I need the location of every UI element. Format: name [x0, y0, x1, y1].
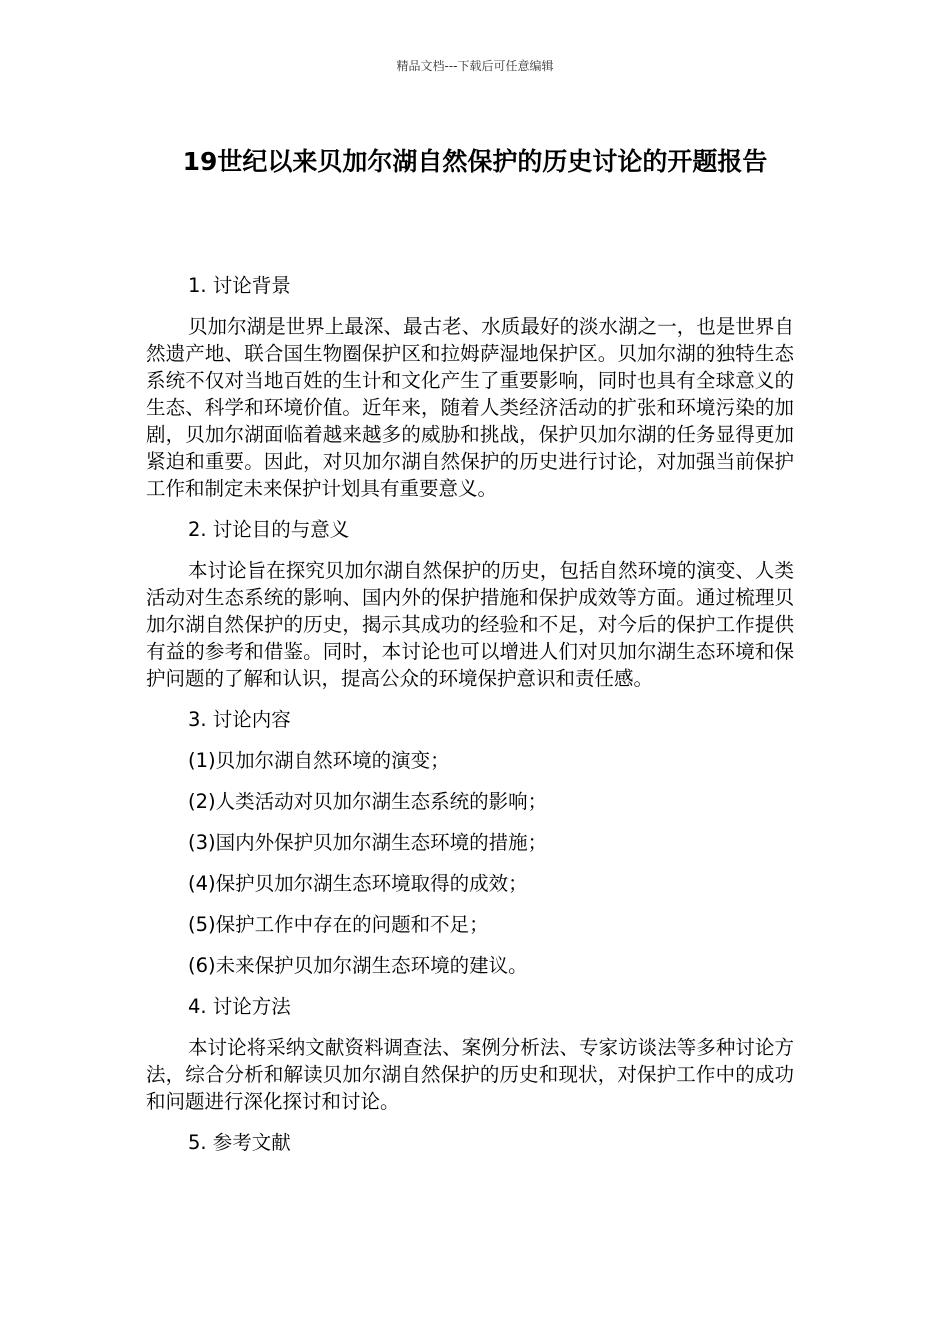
- paragraph-purpose: 本讨论旨在探究贝加尔湖自然保护的历史，包括自然环境的演变、人类活动对生态系统的影响、国内外的保护措施和保护成效等方面。通过梳理贝加尔湖自然保护的历史，揭示其成功的经验和不足，对今后的保护工作提供有益的参考和借鉴。同时，本讨论也可以增进人们对贝加尔湖生态环境和保护问题的了解和认识，提高公众的环境保护意识和责任感。: [146, 559, 794, 690]
- paragraph-background: 贝加尔湖是世界上最深、最古老、水质最好的淡水湖之一，也是世界自然遗产地、联合国生物圈保护区和拉姆萨湿地保护区。贝加尔湖的独特生态系统不仅对当地百姓的生计和文化产生了重要影响，同时也具有全球意义的生态、科学和环境价值。近年来，随着人类经济活动的扩张和环境污染的加剧，贝加尔湖面临着越来越多的威胁和挑战，保护贝加尔湖的任务显得更加紧迫和重要。因此，对贝加尔湖自然保护的历史进行讨论，对加强当前保护工作和制定未来保护计划具有重要意义。: [146, 315, 794, 500]
- content-list-item: (4)保护贝加尔湖生态环境取得的成效；: [188, 872, 528, 895]
- section-heading-content: 3. 讨论内容: [188, 708, 291, 731]
- header-note: 精品文档---下载后可任意编辑: [396, 59, 554, 73]
- section-heading-references: 5. 参考文献: [188, 1131, 291, 1154]
- content-list-item: (6)未来保护贝加尔湖生态环境的建议。: [188, 954, 528, 977]
- section-heading-method: 4. 讨论方法: [188, 995, 291, 1018]
- paragraph-method: 本讨论将采纳文献资料调查法、案例分析法、专家访谈法等多种讨论方法，综合分析和解读贝加尔湖自然保护的历史和现状，对保护工作中的成功和问题进行深化探讨和讨论。: [146, 1036, 794, 1113]
- section-heading-purpose: 2. 讨论目的与意义: [188, 518, 350, 541]
- content-list-item: (3)国内外保护贝加尔湖生态环境的措施；: [188, 831, 548, 854]
- document-body: [146, 272, 794, 1170]
- document-title: 19世纪以来贝加尔湖自然保护的历史讨论的开题报告: [182, 147, 768, 176]
- content-list-item: (2)人类活动对贝加尔湖生态系统的影响；: [188, 790, 548, 813]
- content-list-item: (1)贝加尔湖自然环境的演变；: [188, 749, 450, 772]
- content-list-item: (5)保护工作中存在的问题和不足；: [188, 913, 489, 936]
- section-heading-background: 1. 讨论背景: [188, 274, 291, 297]
